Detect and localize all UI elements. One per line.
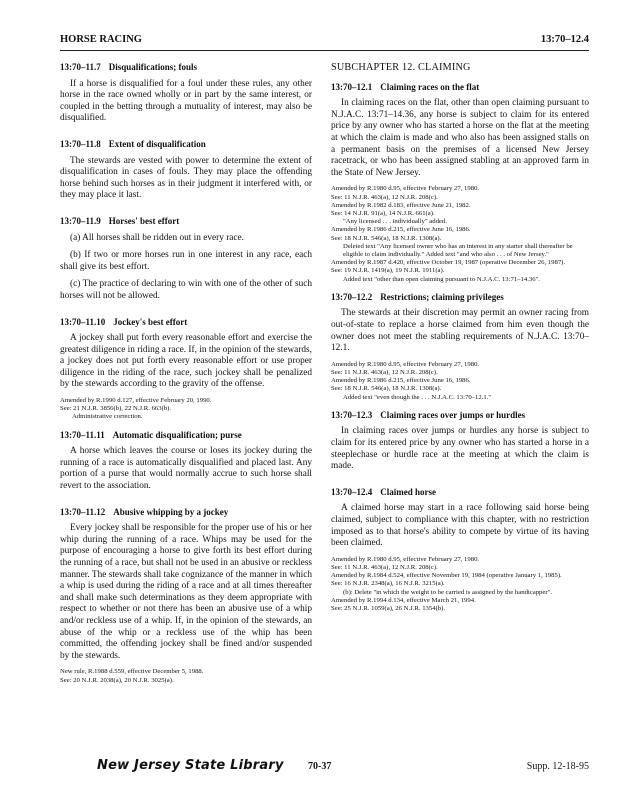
history-note: Amended by R.1980 d.95, effective February 27, 1980. <box>331 555 480 563</box>
section-title: Abusive whipping by a jockey <box>113 506 229 517</box>
section-number: 13:70–11.7 <box>60 62 101 72</box>
section-heading <box>331 82 589 94</box>
section-text: A horse which leaves the course or loses its jockey during the running of a race is automatically disqualified and placed last. Any portion of a purse that would normally accrue to such horse shall revert to the association. <box>60 446 312 492</box>
section-title: Automatic disqualification; purse <box>112 429 242 440</box>
history-note: Amended by R.1987 d.420, effective October 19, 1987 (operative December 26, 1987). <box>331 259 566 267</box>
library-stamp: New Jersey State Library <box>97 758 284 773</box>
section-text: A jockey shall put forth every reasonable effort and exercise the greatest diligence in riding a race. If, in the opinion of the stewards, a jockey does not put forth every reasonable effort or use proper diligence in the riding of the race, such jockey shall be penalized by the stewards according to the gravity of the offense. <box>60 333 312 390</box>
section-title: Extent of disqualification <box>108 138 206 149</box>
section-number: 13:70–11.9 <box>60 215 101 226</box>
section-heading <box>60 62 312 74</box>
history-note: Amended by R.1986 d.215, effective June 16, 1986. <box>331 377 471 385</box>
history-notes <box>331 361 589 402</box>
section-text: (b) If two or more horses run in one interest in any race, each shall give its best effort. <box>60 250 312 272</box>
section-title: Horses' best effort <box>108 215 180 226</box>
section-heading <box>60 216 312 228</box>
running-header <box>60 34 589 51</box>
page-footer <box>60 758 589 778</box>
history-note: Amended by R.1982 d.183, effective June 21, 1982. <box>331 201 471 209</box>
history-note: See: 14 N.J.R. 91(a), 14 N.J.R. 661(a). <box>331 209 435 217</box>
history-note: Deleted text "Any licensed owner who has an interest in any starter shall thereafter be eligible to claim individually." Added text "and who also . . . of New Jersey." <box>343 242 573 258</box>
history-note: See: 18 N.J.R. 546(a), 18 N.J.R. 1308(a). <box>331 385 442 393</box>
supplement-date: Supp. 12-18-95 <box>526 761 589 772</box>
section-number: 13:70–12.2 <box>331 291 373 302</box>
section-number: 13:70–12.1 <box>331 81 373 92</box>
right-column <box>331 62 589 621</box>
history-notes <box>331 185 589 283</box>
history-note: Amended by R.1994 d.134, effective March 21, 1994. <box>331 596 476 604</box>
left-column <box>60 62 312 693</box>
history-notes <box>331 556 589 613</box>
history-note: Amended by R.1990 d.127, effective February 20, 1990. <box>60 397 212 405</box>
header-section-range: 13:70–12.4 <box>540 34 589 45</box>
history-note: See: 20 N.J.R. 2038(a), 20 N.J.R. 3025(a). <box>60 676 174 684</box>
history-note: See: 21 N.J.R. 3856(b), 22 N.J.R. 663(b). <box>60 405 172 413</box>
history-note: See: 11 N.J.R. 463(a), 12 N.J.R. 208(c). <box>331 368 438 376</box>
section-text: In claiming races over jumps or hurdles any horse is subject to claim for its entered price by any owner who has started a horse in a steeplechase or hurdle race at the meeting at which the claim is made. <box>331 426 589 472</box>
section-text: The stewards at their discretion may permit an owner racing from out-of-state to replace a horse claimed from him even though the owner does not meet the stabling requirements of N.J.A.C. 13:70–12.1. <box>331 308 589 354</box>
section-number: 13:70–11.10 <box>60 316 106 327</box>
section-title: Claiming races over jumps or hurdles <box>380 409 526 420</box>
section-number: 13:70–12.3 <box>331 409 373 420</box>
section-text: The stewards are vested with power to determine the extent of disqualification in cases of fouls. They may place the offending horse behind such horses as in their judgment it interfered with, or they may place it last. <box>60 155 312 201</box>
history-note: See: 16 N.J.R. 2348(a), 16 N.J.R. 3215(a). <box>331 580 445 588</box>
section-heading <box>331 410 589 422</box>
section-title: Disqualifications; fouls <box>108 62 198 72</box>
history-note: Amended by R.1980 d.95, effective February 27, 1980. <box>331 185 480 193</box>
section-text: Every jockey shall be responsible for the proper use of his or her whip during the running of a race. Whips may be used for the purpose of encouraging a horse to give forth its best effort during the running of a race, but shall not be used in an abusive or reckless manner. The stewards shall take cognizance of the manner in which a whip is used during the riding of a race and at all times thereafter and shall make such determinations as they deem appropriate with respect to whether or not there has been an abusive use of a whip and/or reckless use of a whip. If, in the opinion of the stewards, an abuse of the whip or a reckless use of the whip has been committed, the offending jockey shall be fined and/or suspended by the stewards. <box>60 523 312 661</box>
history-note: (b): Delete "in which the weight to be carried is assigned by the handicapper". <box>343 588 552 596</box>
section-text: (a) All horses shall be ridden out in every race. <box>70 232 244 243</box>
section-heading <box>60 139 312 151</box>
section-title: Restrictions; claiming privileges <box>380 291 504 302</box>
page-number: 70-37 <box>308 761 332 772</box>
section-heading <box>60 507 312 519</box>
history-notes <box>60 668 312 684</box>
section-heading <box>60 430 312 442</box>
history-note: See: 19 N.J.R. 1419(a), 19 N.J.R. 1911(a). <box>331 267 445 275</box>
section-number: 13:70–12.4 <box>331 486 373 497</box>
history-notes <box>60 397 312 422</box>
history-note: See: 11 N.J.R. 463(a), 12 N.J.R. 208(c). <box>331 193 438 201</box>
section-text: If a horse is disqualified for a foul under these rules, any other horse in the race owned wholly or in part by the same interest, or coupled in the betting through a mutuality of interest, may also be disqualified. <box>60 78 312 124</box>
history-note: Added text "other than open claiming pursuant to N.J.A.C. 13:71–14.36". <box>343 275 540 283</box>
section-heading <box>331 487 589 499</box>
history-note: Amended by R.1986 d.215, effective June 16, 1986. <box>331 226 471 234</box>
subchapter-heading: SUBCHAPTER 12. CLAIMING <box>331 62 471 73</box>
section-title: Claimed horse <box>380 486 436 497</box>
header-title: HORSE RACING <box>60 34 142 45</box>
section-text: (c) The practice of declaring to win with one of the other of such horses will not be allowed. <box>60 279 312 301</box>
history-note: Amended by R.1980 d.95, effective February 27, 1980. <box>331 360 480 368</box>
section-title: Claiming races on the flat <box>380 81 480 92</box>
section-number: 13:70–11.12 <box>60 506 106 517</box>
section-number: 13:70–11.11 <box>60 429 105 440</box>
history-note: See: 25 N.J.R. 1059(a), 26 N.J.R. 1354(b). <box>331 604 446 612</box>
history-note: See: 18 N.J.R. 546(a), 18 N.J.R. 1308(a). <box>331 234 442 242</box>
history-note: "Any licensed . . . individually" added. <box>343 218 447 226</box>
history-note: See: 11 N.J.R. 463(a), 12 N.J.R. 208(c). <box>331 563 438 571</box>
section-heading <box>331 292 589 304</box>
section-text: In claiming races on the flat, other than open claiming pursuant to N.J.A.C. 13:71–14.36, any horse is subject to claim for its entered price by any owner who has started a horse on the flat at the meeting at which the claim is made and who also has been assigned stalls on a permanent basis on the premises of a licensed New Jersey racetrack, or who has been assigned stabling at an approved farm in the State of New Jersey. <box>331 98 589 178</box>
section-heading <box>60 317 312 329</box>
history-note: New rule, R.1988 d.559, effective December 5, 1988. <box>60 668 204 676</box>
history-note: Added text "even though the . . . N.J.A.C. 13:70–12.1." <box>343 393 492 401</box>
section-title: Jockey's best effort <box>113 316 188 327</box>
history-note: Amended by R.1984 d.524, effective November 19, 1984 (operative January 1, 1985). <box>331 572 562 580</box>
section-text: A claimed horse may start in a race following said horse being claimed, subject to compliance with this chapter, with no restriction imposed as to that horse's ability to compete by virtue of its having been claimed. <box>331 503 589 549</box>
history-note: Administrative correction. <box>72 413 143 421</box>
section-number: 13:70–11.8 <box>60 138 101 149</box>
